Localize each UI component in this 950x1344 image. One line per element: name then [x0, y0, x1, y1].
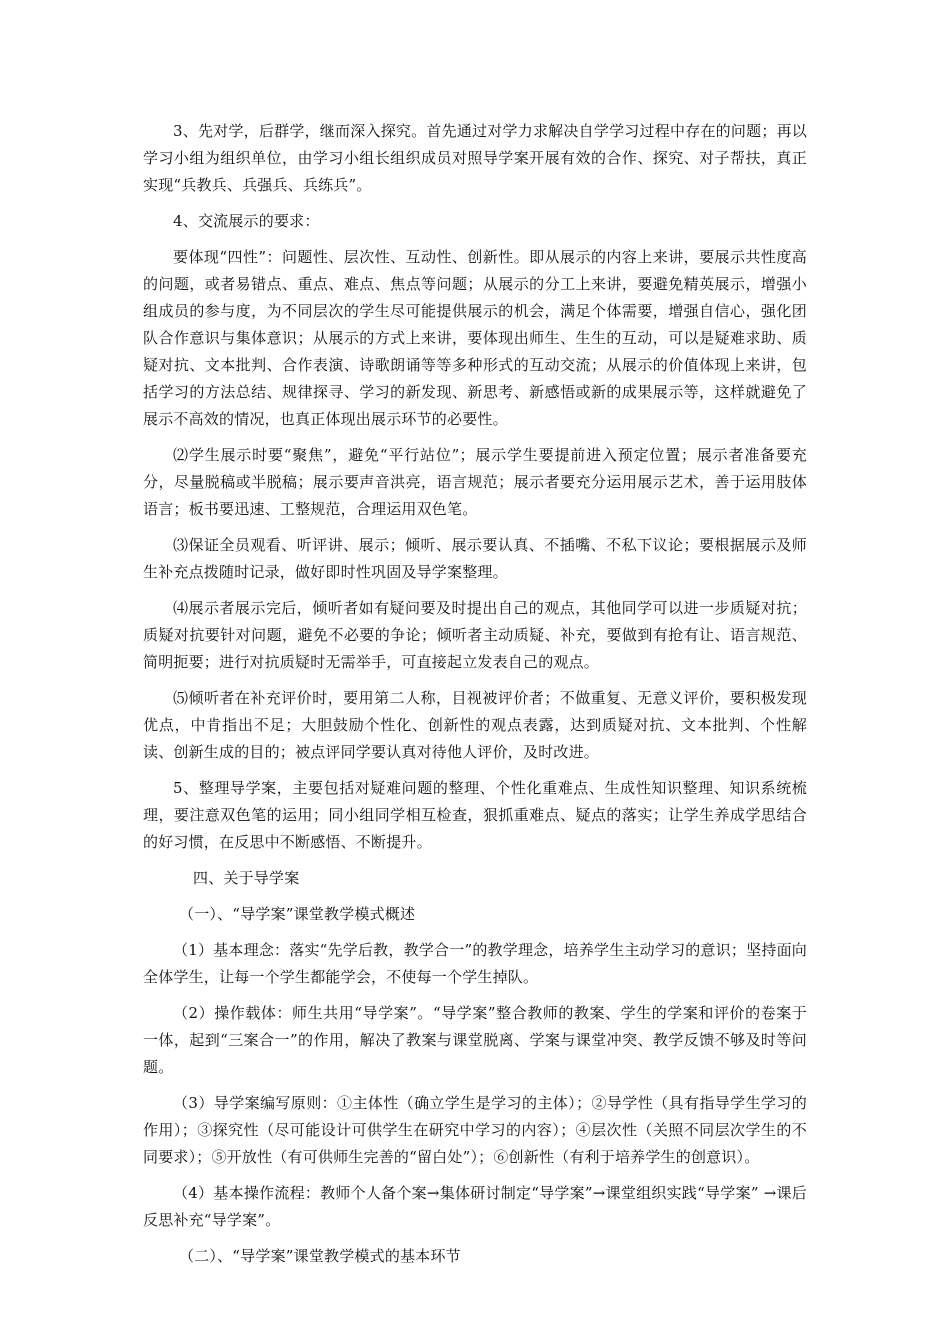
- document-body: [143, 118, 807, 1279]
- paragraph-four-principles: 要体现“四性”：问题性、层次性、互动性、创新性。即从展示的内容上来讲，要展示共性度高的问题，或者易错点、重点、难点、焦点等问题；从展示的分工上来讲，要避免精英展示，增强小组成员的参与度，为不同层次的学生尽可能提供展示的机会，满足个体需要，增强自信心，强化团队合作意识与集体意识；从展示的方式上来讲，要体现出师生、生生的互动，可以是疑难求助、质疑对抗、文本批判、合作表演、诗歌朗诵等等多种形式的互动交流；从展示的价值体现上来讲，包括学习的方法总结、规律探寻、学习的新发现、新思考、新感悟或新的成果展示等，这样就避免了展示不高效的情况，也真正体现出展示环节的必要性。: [143, 248, 807, 428]
- paragraph-operation-carrier: （2）操作载体：师生共用“导学案”。“导学案”整合教师的教案、学生的学案和评价的卷案于一体，起到“三案合一”的作用，解决了教案与课堂脱离、学案与课堂冲突、教学反馈不够及时等问题。: [143, 1004, 807, 1076]
- paragraph-subitem-4: ⑷展示者展示完后，倾听者如有疑问要及时提出自己的观点，其他同学可以进一步质疑对抗；质疑对抗要针对问题，避免不必要的争论；倾听者主动质疑、补充，要做到有抢有让、语言规范、简明扼要；进行对抗质疑时无需举手，可直接起立发表自己的观点。: [143, 599, 807, 671]
- subsection-heading-two: （二）、“导学案”课堂教学模式的基本环节: [179, 1247, 461, 1265]
- paragraph-operation-flow: （4）基本操作流程：教师个人备个案→集体研讨制定“导学案”→课堂组织实践“导学案” →课后反思补充“导学案”。: [143, 1184, 807, 1229]
- paragraph-subitem-3: ⑶保证全员观看、听评讲、展示；倾听、展示要认真、不插嘴、不私下议论；要根据展示及师生补充点拨随时记录，做好即时性巩固及导学案整理。: [143, 536, 807, 581]
- paragraph-item-3: 3、先对学，后群学，继而深入探究。首先通过对学力求解决自学学习过程中存在的问题；再以学习小组为组织单位，由学习小组长组织成员对照导学案开展有效的合作、探究、对子帮扶，真正实现“兵教兵、兵强兵、兵练兵”。: [143, 122, 807, 194]
- paragraph-item-4-heading: 4、交流展示的要求：: [173, 212, 320, 230]
- paragraph-writing-principles: （3）导学案编写原则：①主体性（确立学生是学习的主体）；②导学性（具有指导学生学习的作用）；③探究性（尽可能设计可供学生在研究中学习的内容）；④层次性（关照不同层次学生的不同要求）；⑤开放性（有可供师生完善的“留白处”）；⑥创新性（有利于培养学生的创意识）。: [143, 1094, 807, 1166]
- paragraph-basic-concept: （1）基本理念：落实“先学后教，教学合一”的教学理念，培养学生主动学习的意识；坚持面向全体学生，让每一个学生都能学会，不使每一个学生掉队。: [143, 941, 807, 986]
- section-heading-four: 四、关于导学案: [193, 869, 300, 887]
- paragraph-subitem-5: ⑸倾听者在补充评价时，要用第二人称，目视被评价者；不做重复、无意义评价，要积极发现优点，中肯指出不足；大胆鼓励个性化、创新性的观点表露，达到质疑对抗、文本批判、个性解读、创新生成的目的；被点评同学要认真对待他人评价，及时改进。: [143, 689, 807, 761]
- paragraph-subitem-2: ⑵学生展示时要“聚焦”，避免“平行站位”；展示学生要提前进入预定位置；展示者准备要充分，尽量脱稿或半脱稿；展示要声音洪亮，语言规范；展示者要充分运用展示艺术，善于运用肢体语言；板书要迅速、工整规范，合理运用双色笔。: [143, 446, 807, 518]
- subsection-heading-one: （一）、“导学案”课堂教学模式概述: [179, 905, 416, 923]
- paragraph-item-5: 5、整理导学案，主要包括对疑难问题的整理、个性化重难点、生成性知识整理、知识系统梳理，要注意双色笔的运用；同小组同学相互检查，狠抓重难点、疑点的落实；让学生养成学思结合的好习惯，在反思中不断感悟、不断提升。: [143, 779, 807, 851]
